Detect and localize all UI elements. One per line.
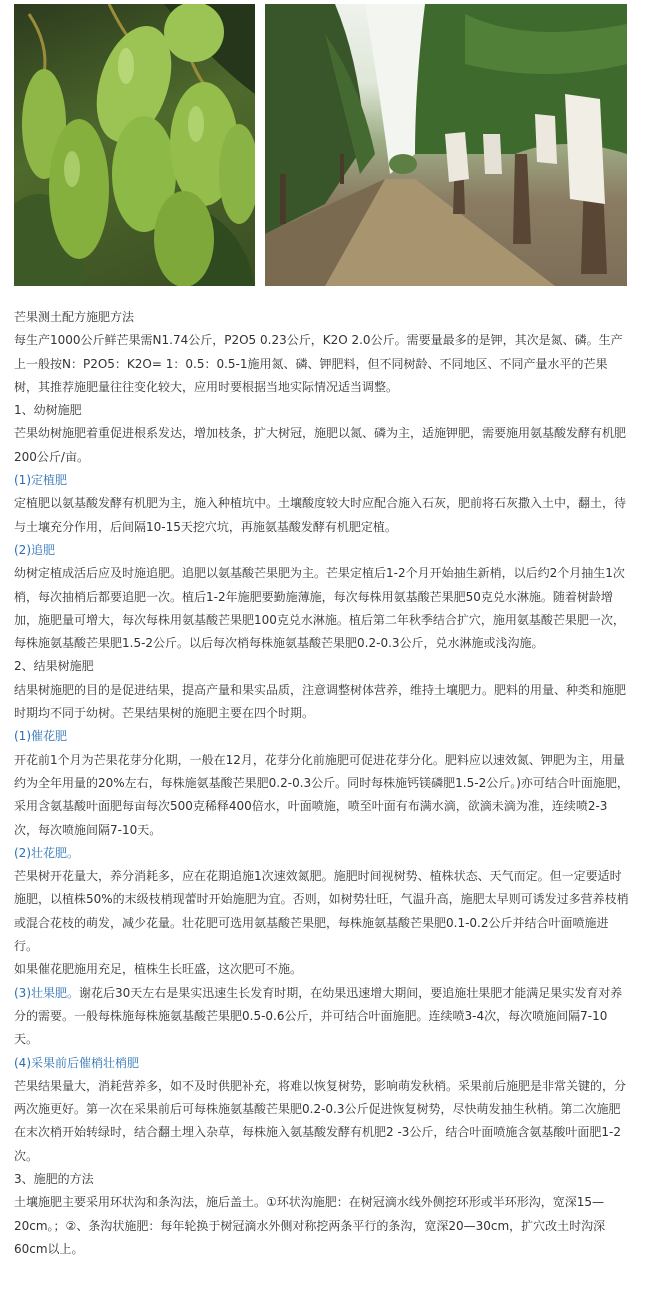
section-1-body: 芒果幼树施肥着重促进根系发达，增加枝条，扩大树冠，施肥以氮、磷为主，适施钾肥，需要施用氨基酸发酵有机肥200公斤/亩。	[14, 426, 627, 464]
section-2-2-body: 芒果树开花量大，养分消耗多，应在花期追施1次速效氮肥。施肥时间视树势、植株状态、天气而定。但一定要适时施肥，以植株50%的末级枝梢现蕾时开始施肥为宜。否则，如树势壮旺，气温升高，施肥太早则可诱发过多营养枝梢或混合花枝的萌发，减少花量。壮花肥可选用氨基酸芒果肥，每株施氨基酸芒果肥0.1-0.2公斤并结合叶面喷施进行。	[14, 869, 629, 954]
section-2-4-heading: (4)采果前后催梢壮梢肥	[14, 1055, 139, 1070]
section-3-body: 土壤施肥主要采用环状沟和条沟法，施后盖土。①环状沟施肥：在树冠滴水线外侧挖环形或半环形沟，宽深15—20cm。；②、条沟状施肥：每年轮换于树冠滴水外侧对称挖两条平行的条沟，宽深20—30cm，扩穴改土时沟深60cm以上。	[14, 1195, 606, 1256]
photo-strip	[0, 0, 652, 300]
section-2-4-body: 芒果结果量大，消耗营养多，如不及时供肥补充，将难以恢复树势，影响萌发秋梢。采果前后施肥是非常关键的，分两次施更好。第一次在采果前后可每株施氨基酸芒果肥0.2-0.3公斤促进恢复树势，尽快萌发抽生秋梢。第二次施肥在末次梢开始转绿时，结合翻土埋入杂草，每株施入氨基酸发酵有机肥2 -3公斤，结合叶面喷施含氨基酸叶面肥1-2次。	[14, 1078, 627, 1163]
section-2-2-note: 如果催花肥施用充足，植株生长旺盛，这次肥可不施。	[14, 962, 303, 977]
section-2-1-body: 开花前1个月为芒果花芽分化期，一般在12月，花芽分化前施肥可促进花芽分化。肥料应以速效氮、钾肥为主，用量约为全年用量的20%左右，每株施氨基酸芒果肥0.2-0.3公斤。同时每株施钙镁磷肥1.5-2公斤。)亦可结合叶面施肥，采用含氨基酸叶面肥每亩每次500克稀释400倍水，叶面喷施，喷至叶面有布满水滴，欲滴未滴为准，连续喷2-3次，每次喷施间隔7-10天。	[14, 752, 629, 837]
intro-paragraph: 每生产1000公斤鲜芒果需N1.74公斤，P2O5 0.23公斤，K2O 2.0公斤。需要量最多的是钾，其次是氮、磷。生产上一般按N：P2O5：K2O= 1：0.5：0.5-1施用氮、磷、钾肥料，但不同树龄、不同地区、不同产量水平的芒果树，其推荐施肥量往往变化较大，应用时要根据当地实际情况适当调整。	[14, 333, 623, 394]
section-2-3-paragraph	[14, 982, 630, 1052]
section-1-2-heading: (2)追肥	[14, 542, 55, 557]
section-2-heading: 2、结果树施肥	[14, 659, 94, 674]
mango-fruit-illustration	[14, 4, 255, 286]
section-1-1-heading: (1)定植肥	[14, 473, 67, 488]
section-1-1-body: 定植肥以氨基酸发酵有机肥为主，施入种植坑中。土壤酸度较大时应配合施入石灰，肥前将石灰撒入土中，翻土，待与土壤充分作用，后间隔10-15天挖穴坑，再施氨基酸发酵有机肥定植。	[14, 496, 627, 534]
section-2-3-heading: (3)壮果肥。	[14, 985, 79, 1000]
mango-orchard-illustration	[265, 4, 627, 286]
mango-orchard-photo	[265, 4, 627, 286]
section-2-1-heading: (1)催花肥	[14, 729, 67, 744]
article-title: 芒果测土配方施肥方法	[14, 310, 135, 324]
article-body	[14, 306, 630, 1261]
section-2-2-heading: (2)壮花肥。	[14, 845, 79, 860]
section-2-3-body: 谢花后30天左右是果实迅速生长发育时期，在幼果迅速增大期间，要追施壮果肥才能满足果实发育对养分的需要。一般每株施每株施氨基酸芒果肥0.5-0.6公斤，并可结合叶面施肥。连续喷3-4次，每次喷施间隔7-10天。	[14, 985, 623, 1047]
section-1-heading: 1、幼树施肥	[14, 403, 82, 418]
section-1-2-body: 幼树定植成活后应及时施追肥。追肥以氨基酸芒果肥为主。芒果定植后1-2个月开始抽生新梢，以后约2个月抽生1次梢，每次抽梢后都要追肥一次。植后1-2年施肥要勤施薄施，每次每株用氨基酸芒果肥50克兑水淋施。随着树龄增加，施肥量可增大，每次每株用氨基酸芒果肥100克兑水淋施。植后第二年秋季结合扩穴，施用氨基酸芒果肥一次，每株施氨基酸芒果肥1.5-2公斤。以后每次梢每株施氨基酸芒果肥0.2-0.3公斤，兑水淋施或浅沟施。	[14, 566, 625, 651]
section-2-body: 结果树施肥的目的是促进结果，提高产量和果实品质，注意调整树体营养，维持土壤肥力。肥料的用量、种类和施肥时期均不同于幼树。芒果结果树的施肥主要在四个时期。	[14, 682, 627, 721]
mango-fruit-photo	[14, 4, 255, 286]
section-3-heading: 3、施肥的方法	[14, 1171, 94, 1186]
